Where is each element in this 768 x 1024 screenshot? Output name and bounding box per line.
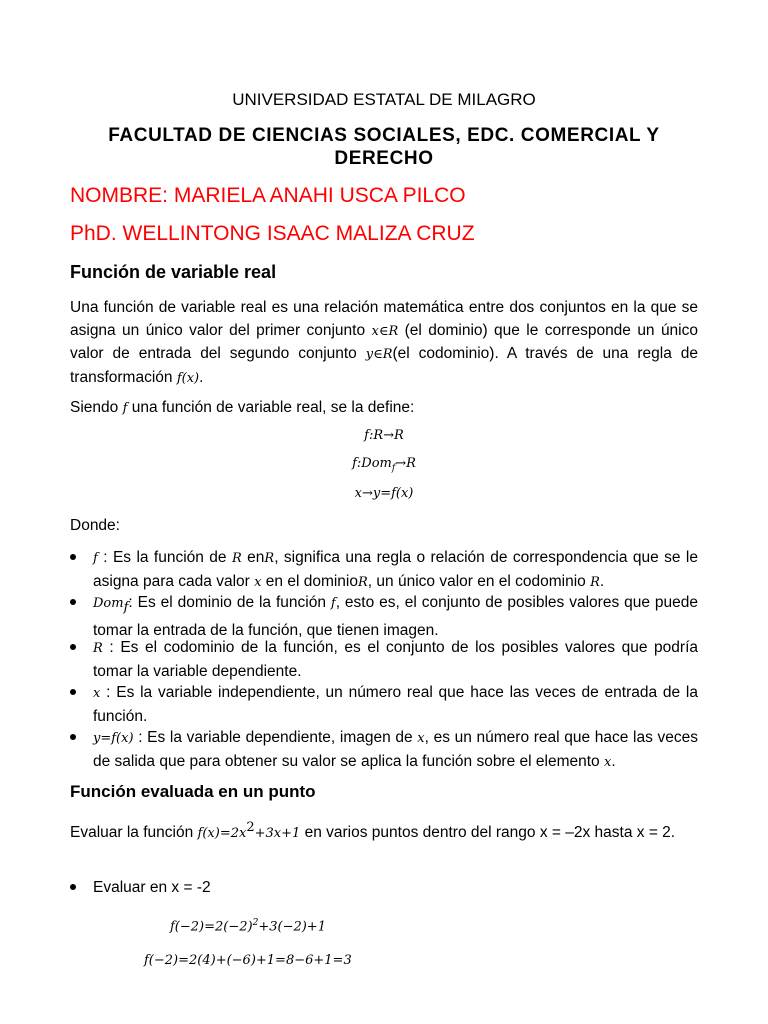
bullet-icon (70, 644, 76, 650)
math: R (93, 641, 103, 656)
text: , un único valor en el codominio (367, 572, 591, 590)
text: . (611, 752, 616, 770)
section-heading-real-function: Función de variable real (70, 262, 277, 282)
math: +3(−2)+1 (258, 919, 326, 935)
superscript: 2 (246, 820, 255, 835)
math: →R (395, 456, 416, 471)
math: f (122, 401, 128, 416)
math: f(−2)=2(−2) (170, 919, 253, 935)
bullet-icon (70, 884, 76, 890)
math: f (93, 551, 98, 566)
bullet-icon (70, 734, 76, 740)
definition-paragraph (70, 297, 698, 390)
math: x∈R (371, 323, 399, 339)
subscript: f (391, 463, 396, 474)
subscript: f (123, 600, 129, 616)
math: R (231, 551, 242, 566)
math: +3x+1 (254, 826, 301, 842)
math: x (417, 731, 425, 746)
equation-1: f:R→R (364, 428, 404, 443)
bullet-icon (70, 689, 76, 695)
text: en el dominio (261, 572, 358, 590)
text: : Es el codominio de la función, es el conjunto de los posibles valores que podría tomar la variable dependiente. (93, 639, 698, 680)
text: Una función de variable real es una relación matemática entre dos conjuntos en la que se asigna un único valor del primer conjunto (70, 299, 698, 339)
student-name: NOMBRE: MARIELA ANAHI USCA PILCO (70, 184, 466, 207)
text: , significa una regla o relación de correspondencia que se le asigna para cada valor (93, 549, 698, 590)
text: . (599, 572, 605, 590)
equation-5: f(−2)=2(4)+(−6)+1=8−6+1=3 (144, 953, 352, 968)
evaluate-paragraph (70, 817, 698, 846)
university-title: UNIVERSIDAD ESTATAL DE MILAGRO (232, 90, 536, 109)
equation-3: x→y=f(x) (354, 486, 414, 501)
math: Dom (93, 596, 124, 611)
list-item-text: Evaluar en x = -2 (93, 879, 211, 896)
text: , es un número real que hace las veces de salida que para obtener su valor se aplica la función sobre el elemento (93, 729, 698, 770)
math: R (358, 574, 368, 590)
list-item-text (93, 727, 698, 774)
superscript: 2 (252, 918, 259, 928)
text: Siendo (70, 399, 123, 416)
math: R (264, 551, 275, 566)
text: (el dominio) que le corresponde un único valor de entrada del segundo conjunto (70, 321, 698, 362)
text: , esto es, el conjunto de posibles valores que puede tomar la entrada de la función, que tienen imagen. (93, 594, 698, 639)
math: R (590, 574, 600, 590)
math: f(x) (176, 370, 200, 386)
donde-label: Donde: (70, 517, 120, 534)
math: f(x)=2x (197, 826, 247, 842)
bullet-icon (70, 599, 76, 605)
equation-2 (0, 456, 768, 474)
text: en varios puntos dentro del rango x = –2x hasta x = 2. (300, 824, 676, 842)
text: : Es la función de (97, 549, 232, 566)
text: en (241, 549, 265, 566)
list-item-text (93, 682, 698, 728)
math: f (330, 596, 336, 611)
text: : Es el dominio de la función (128, 594, 331, 611)
math: f:Dom (352, 456, 392, 471)
text: . (199, 368, 204, 386)
teacher-name: PhD. WELLINTONG ISAAC MALIZA CRUZ (70, 222, 475, 245)
faculty-title: FACULTAD DE CIENCIAS SOCIALES, EDC. COMERCIAL Y DERECHO (108, 125, 660, 169)
math: x (93, 686, 101, 701)
math: x (603, 754, 612, 770)
math: y∈R (365, 347, 393, 362)
define-paragraph (70, 397, 698, 421)
section-heading-evaluated-function: Función evaluada en un punto (70, 782, 316, 801)
list-item-text (93, 637, 698, 683)
bullet-icon (70, 554, 76, 560)
list-item-text (93, 592, 698, 642)
text: : Es la variable independiente, un número real que hace las veces de entrada de la función. (93, 684, 698, 725)
equation-4 (170, 918, 326, 934)
math: x (254, 574, 262, 590)
text: una función de variable real, se la define: (127, 399, 415, 416)
list-item-text (93, 547, 698, 594)
text: : Es la variable dependiente, imagen de (133, 729, 418, 746)
text: Evaluar la función (70, 824, 198, 842)
math: y=f(x) (93, 731, 134, 746)
text: (el codominio). A través de una regla de transformación (70, 345, 698, 386)
